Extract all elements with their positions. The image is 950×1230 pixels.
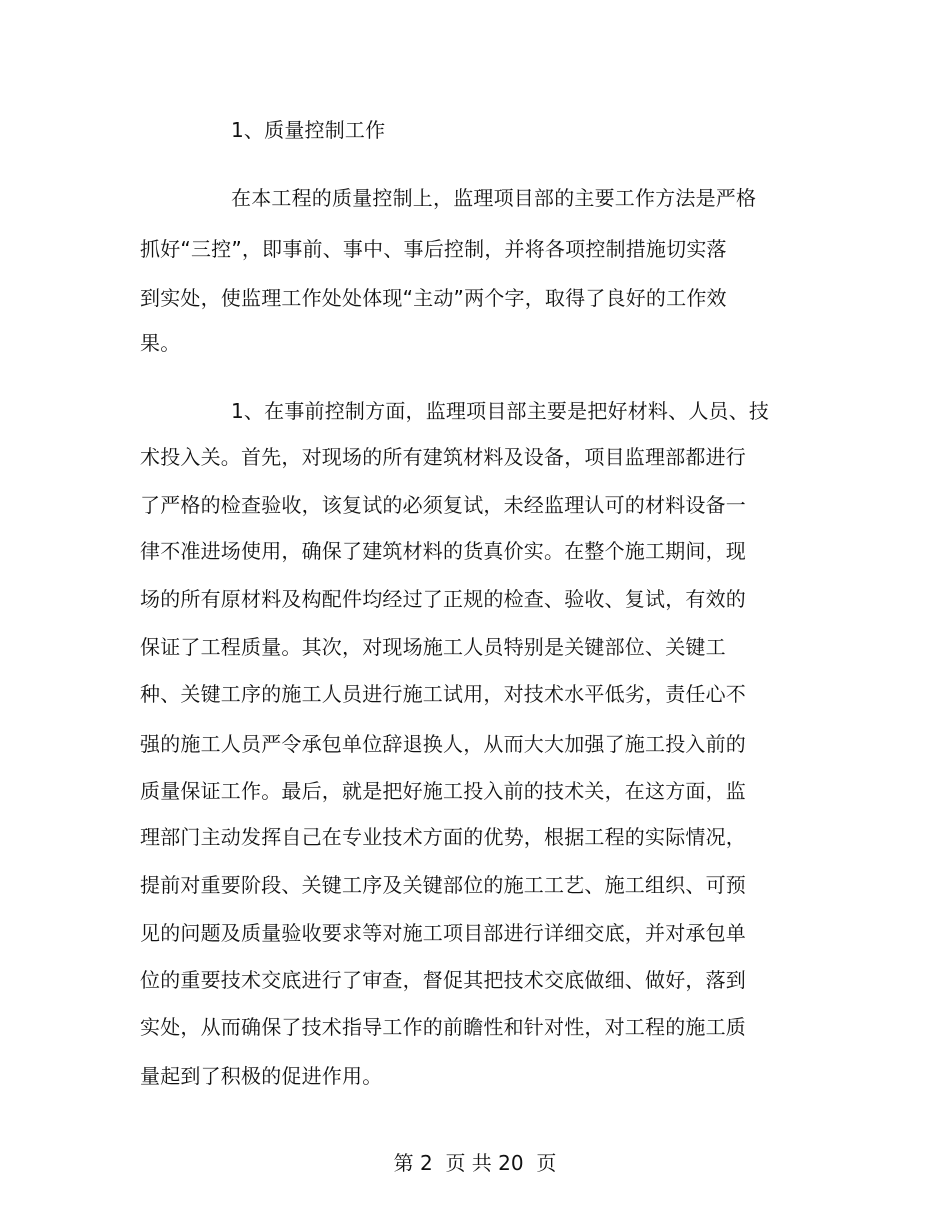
paragraph-line: 量起到了积极的促进作用。 [140, 1064, 383, 1088]
paragraph-line: 律不准进场使用，确保了建筑材料的货真价实。在整个施工期间，现 [140, 539, 746, 563]
paragraph-line: 到实处，使监理工作处处体现“主动”两个字，取得了良好的工作效 [140, 286, 727, 310]
paragraph-line: 质量保证工作。最后，就是把好施工投入前的技术关，在这方面，监 [140, 779, 746, 803]
paragraph-line: 保证了工程质量。其次，对现场施工人员特别是关键部位、关键工 [140, 635, 726, 659]
paragraph-line: 术投入关。首先，对现场的所有建筑材料及设备，项目监理部都进行 [140, 445, 746, 469]
paragraph-line: 在本工程的质量控制上，监理项目部的主要工作方法是严格 [231, 186, 757, 210]
paragraph-line: 了严格的检查验收，该复试的必须复试，未经监理认可的材料设备一 [140, 493, 746, 517]
paragraph-line: 场的所有原材料及构配件均经过了正规的检查、验收、复试，有效的 [140, 587, 746, 611]
paragraph-line: 见的问题及质量验收要求等对施工项目部进行详细交底，并对承包单 [140, 921, 746, 945]
page-number-footer: 第 2 页 共 20 页 [393, 1151, 557, 1175]
paragraph-line: 种、关键工序的施工人员进行施工试用，对技术水平低劣，责任心不 [140, 682, 746, 706]
paragraph-line: 强的施工人员严令承包单位辞退换人，从而大大加强了施工投入前的 [140, 732, 746, 756]
section-heading: 1、质量控制工作 [231, 118, 386, 142]
paragraph-line: 提前对重要阶段、关键工序及关键部位的施工工艺、施工组织、可预 [140, 873, 746, 897]
paragraph-line: 1、在事前控制方面，监理项目部主要是把好材料、人员、技 [231, 399, 770, 423]
paragraph-line: 实处，从而确保了技术指导工作的前瞻性和针对性，对工程的施工质 [140, 1015, 746, 1039]
paragraph-line: 抓好“三控”，即事前、事中、事后控制，并将各项控制措施切实落 [140, 237, 727, 261]
paragraph-line: 果。 [140, 331, 181, 355]
paragraph-line: 理部门主动发挥自己在专业技术方面的优势，根据工程的实际情况， [140, 825, 746, 849]
paragraph-line: 位的重要技术交底进行了审查，督促其把技术交底做细、做好，落到 [140, 968, 746, 992]
